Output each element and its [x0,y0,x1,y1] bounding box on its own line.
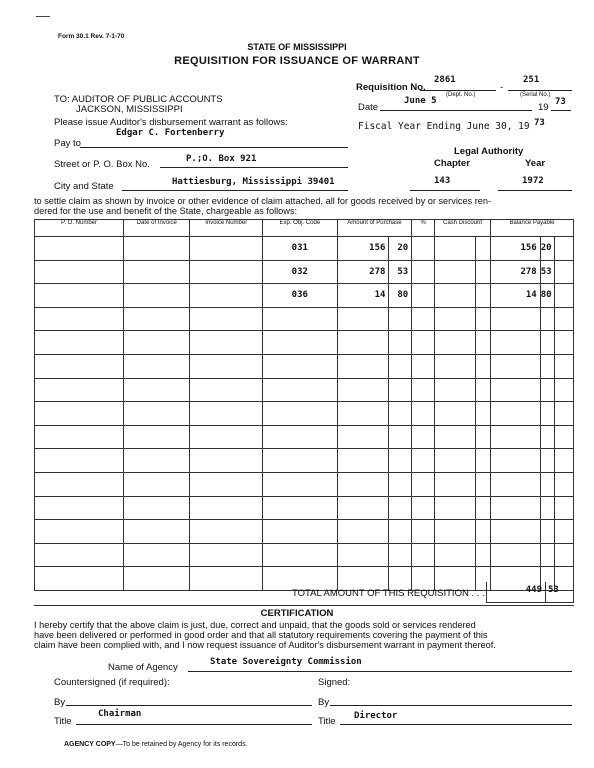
city-label: City and State [54,181,114,192]
discount-dollars-cell[interactable] [435,543,476,567]
balance-extra-cell[interactable] [555,354,574,378]
pct-cell[interactable] [412,354,435,378]
amount-cents-cell[interactable] [389,307,412,331]
balance-extra-cell[interactable] [555,472,574,496]
pct-cell[interactable] [412,378,435,402]
balance-cents-cell[interactable] [540,402,555,426]
certification-line2: have been delivered or performed in good order and that all statutory requirements covering the payment of this [34,630,488,640]
balance-cents-cell[interactable] [540,331,555,355]
balance-extra-cell[interactable] [555,543,574,567]
balance-dollars-cell[interactable] [490,402,540,426]
pct-cell[interactable] [412,307,435,331]
discount-dollars-cell[interactable] [435,567,476,591]
amount-cents-cell[interactable]: 80 [389,284,412,308]
invoice-number-cell[interactable] [190,354,263,378]
amount-dollars-cell[interactable] [337,307,389,331]
po-cell[interactable] [35,354,124,378]
corner-mark [36,16,50,17]
discount-cents-cell[interactable] [476,307,491,331]
date-invoice-cell[interactable] [124,378,190,402]
total-divider [545,582,546,602]
col-cash-discount: Cash Discount [435,220,491,237]
table-row [35,331,574,355]
footer [64,741,248,748]
po-cell[interactable] [35,472,124,496]
title-right-label: Title [318,716,336,727]
balance-cents-cell[interactable]: 20 [540,237,555,261]
balance-cents-cell[interactable] [540,354,555,378]
balance-cents-cell[interactable]: 53 [540,260,555,284]
balance-dollars-cell[interactable] [490,331,540,355]
balance-extra-cell[interactable] [555,260,574,284]
col-invoice-number: Invoice Number [190,220,263,237]
exp-obj-cell[interactable]: 032 [263,260,338,284]
date-invoice-cell[interactable] [124,402,190,426]
countersigned-label: Countersigned (if required): [54,677,170,688]
date-invoice-cell[interactable] [124,520,190,544]
title-right-line [340,724,572,725]
date-invoice-cell[interactable] [124,567,190,591]
date-year-line [551,110,571,111]
po-cell[interactable] [35,449,124,473]
discount-dollars-cell[interactable] [435,260,476,284]
table-header-row [35,220,574,237]
exp-obj-cell[interactable] [263,354,338,378]
po-cell[interactable] [35,402,124,426]
balance-extra-cell[interactable] [555,496,574,520]
discount-cents-cell[interactable] [476,520,491,544]
col-amount: Amount of Purchase [337,220,412,237]
balance-dollars-cell[interactable] [490,449,540,473]
agency-copy-label: AGENCY COPY [64,741,116,748]
discount-cents-cell[interactable] [476,284,491,308]
discount-dollars-cell[interactable] [435,496,476,520]
discount-cents-cell[interactable] [476,237,491,261]
invoice-number-cell[interactable] [190,449,263,473]
amount-dollars-cell[interactable]: 14 [337,284,389,308]
col-po: P. O. Number [35,220,124,237]
balance-dollars-cell[interactable]: 14 [490,284,540,308]
amount-cents-cell[interactable] [389,402,412,426]
date-year-value[interactable]: 73 [555,97,566,107]
balance-cents-cell[interactable] [540,425,555,449]
pct-cell[interactable] [412,260,435,284]
invoice-number-cell[interactable] [190,402,263,426]
exp-obj-cell[interactable] [263,472,338,496]
po-cell[interactable] [35,567,124,591]
dept-no-caption: (Dept. No.) [446,92,476,98]
invoice-number-cell[interactable] [190,543,263,567]
pct-cell[interactable] [412,425,435,449]
serial-no-value[interactable]: 251 [523,75,540,85]
discount-dollars-cell[interactable] [435,378,476,402]
exp-obj-cell[interactable]: 031 [263,237,338,261]
amount-dollars-cell[interactable]: 278 [337,260,389,284]
col-pct: % [412,220,435,237]
balance-extra-cell[interactable] [555,237,574,261]
date-invoice-cell[interactable] [124,472,190,496]
balance-cents-cell[interactable] [540,378,555,402]
street-label: Street or P. O. Box No. [54,159,150,170]
amount-cents-cell[interactable] [389,331,412,355]
discount-cents-cell[interactable] [476,354,491,378]
table-row [35,402,574,426]
col-exp-obj: Exp. Obj. Code [263,220,338,237]
discount-cents-cell[interactable] [476,496,491,520]
balance-cents-cell[interactable] [540,307,555,331]
pay-to-value[interactable]: Edgar C. Fortenberry [116,128,225,138]
exp-obj-cell[interactable] [263,449,338,473]
exp-obj-cell[interactable] [263,496,338,520]
claims-table [34,219,574,591]
amount-cents-cell[interactable] [389,449,412,473]
invoice-number-cell[interactable] [190,260,263,284]
po-cell[interactable] [35,284,124,308]
balance-dollars-cell[interactable] [490,520,540,544]
year-line [498,190,572,191]
invoice-number-cell[interactable] [190,472,263,496]
amount-dollars-cell[interactable] [337,496,389,520]
discount-dollars-cell[interactable] [435,425,476,449]
year-value[interactable]: 1972 [522,176,544,186]
discount-cents-cell[interactable] [476,402,491,426]
date-invoice-cell[interactable] [124,449,190,473]
total-label: TOTAL AMOUNT OF THIS REQUISITION . . . [292,588,485,599]
settle-text-2: dered for the use and benefit of the State, chargeable as follows: [34,206,298,216]
amount-dollars-cell[interactable] [337,354,389,378]
exp-obj-cell[interactable] [263,378,338,402]
date-invoice-cell[interactable] [124,543,190,567]
amount-cents-cell[interactable] [389,472,412,496]
balance-extra-cell[interactable] [555,449,574,473]
amount-cents-cell[interactable] [389,354,412,378]
total-cents: 53 [548,585,559,595]
dept-no-line [420,90,496,91]
balance-cents-cell[interactable]: 80 [540,284,555,308]
req-dash: - [500,82,504,93]
exp-obj-cell[interactable] [263,567,338,591]
by-left-line [66,705,312,706]
discount-dollars-cell[interactable] [435,307,476,331]
discount-cents-cell[interactable] [476,449,491,473]
balance-cents-cell[interactable] [540,496,555,520]
table-row [35,260,574,284]
by-right-line [330,705,572,706]
city-line [122,190,348,191]
amount-cents-cell[interactable]: 20 [389,237,412,261]
pct-cell[interactable] [412,520,435,544]
discount-dollars-cell[interactable] [435,520,476,544]
col-balance: Balance Payable [490,220,573,237]
po-cell[interactable] [35,307,124,331]
certification-title: CERTIFICATION [260,608,334,619]
discount-cents-cell[interactable] [476,331,491,355]
po-cell[interactable] [35,520,124,544]
discount-dollars-cell[interactable] [435,472,476,496]
title-right-value[interactable]: Director [354,711,398,721]
pct-cell[interactable] [412,449,435,473]
street-value[interactable]: P.;O. Box 921 [186,154,257,164]
exp-obj-cell[interactable] [263,307,338,331]
date-invoice-cell[interactable] [124,331,190,355]
discount-dollars-cell[interactable] [435,237,476,261]
agency-line [188,671,572,672]
date-invoice-cell[interactable] [124,496,190,520]
amount-cents-cell[interactable]: 53 [389,260,412,284]
discount-dollars-cell[interactable] [435,284,476,308]
exp-obj-cell[interactable] [263,425,338,449]
date-value[interactable]: June 5 [404,96,437,106]
balance-dollars-cell[interactable] [490,496,540,520]
table-row [35,449,574,473]
col-date-invoice: Date of Invoice [124,220,190,237]
settle-text-1: to settle claim as shown by invoice or other evidence of claim attached, all for goods received by or services ren- [34,196,492,206]
po-cell[interactable] [35,260,124,284]
balance-dollars-cell[interactable] [490,307,540,331]
balance-extra-cell[interactable] [555,520,574,544]
balance-cents-cell[interactable] [540,449,555,473]
certification-line3: claim have been complied with, and I now request issuance of Auditor's disbursement warrant in payment thereof. [34,640,496,650]
exp-obj-cell[interactable] [263,543,338,567]
po-cell[interactable] [35,543,124,567]
amount-dollars-cell[interactable] [337,472,389,496]
amount-cents-cell[interactable] [389,543,412,567]
discount-cents-cell[interactable] [476,260,491,284]
table-row [35,378,574,402]
section-divider [34,605,574,606]
date-label: Date [358,102,379,113]
invoice-number-cell[interactable] [190,378,263,402]
certification-line1: I hereby certify that the above claim is just, due, correct and unpaid, that the goods sold or services rendered [34,620,476,630]
year-label: Year [525,158,546,169]
pay-to-label: Pay to [54,138,81,149]
discount-dollars-cell[interactable] [435,449,476,473]
pct-cell[interactable] [412,284,435,308]
amount-cents-cell[interactable] [389,520,412,544]
fiscal-year-value[interactable]: 73 [534,118,545,128]
date-invoice-cell[interactable] [124,425,190,449]
invoice-number-cell[interactable] [190,520,263,544]
amount-dollars-cell[interactable] [337,449,389,473]
legal-authority-title: Legal Authority [454,146,524,157]
amount-cents-cell[interactable] [389,378,412,402]
by-right-label: By [318,697,330,708]
serial-no-line [508,90,572,91]
balance-extra-cell[interactable] [555,284,574,308]
po-cell[interactable] [35,496,124,520]
pct-cell[interactable] [412,543,435,567]
balance-extra-cell[interactable] [555,378,574,402]
pct-cell[interactable] [412,331,435,355]
balance-extra-cell[interactable] [555,402,574,426]
amount-dollars-cell[interactable] [337,331,389,355]
pct-cell[interactable] [412,567,435,591]
balance-dollars-cell[interactable] [490,543,540,567]
dept-no-value[interactable]: 2861 [434,75,456,85]
amount-cents-cell[interactable] [389,425,412,449]
title-left-value[interactable]: Chairman [98,709,142,719]
exp-obj-cell[interactable] [263,402,338,426]
amount-dollars-cell[interactable] [337,378,389,402]
total-dollars: 449 [525,585,542,595]
pct-cell[interactable] [412,402,435,426]
title-left-line [76,724,312,725]
date-line [380,110,532,111]
po-cell[interactable] [35,425,124,449]
amount-dollars-cell[interactable] [337,520,389,544]
invoice-number-cell[interactable] [190,237,263,261]
state-heading: STATE OF MISSISSIPPI [247,42,347,52]
table-row [35,307,574,331]
table-row [35,237,574,261]
discount-cents-cell[interactable] [476,378,491,402]
date-invoice-cell[interactable] [124,284,190,308]
amount-dollars-cell[interactable] [337,543,389,567]
amount-cents-cell[interactable] [389,567,412,591]
po-cell[interactable] [35,237,124,261]
balance-dollars-cell[interactable] [490,472,540,496]
amount-dollars-cell[interactable]: 156 [337,237,389,261]
date-invoice-cell[interactable] [124,260,190,284]
invoice-number-cell[interactable] [190,331,263,355]
amount-cents-cell[interactable] [389,496,412,520]
addressee-line1: TO: AUDITOR OF PUBLIC ACCOUNTS [54,94,223,105]
discount-cents-cell[interactable] [476,543,491,567]
invoice-number-cell[interactable] [190,567,263,591]
balance-cents-cell[interactable] [540,520,555,544]
title-left-label: Title [54,716,72,727]
date-invoice-cell[interactable] [124,307,190,331]
pct-cell[interactable] [412,237,435,261]
serial-no-caption: (Serial No.) [520,92,551,98]
fiscal-label: Fiscal Year Ending June 30, 19 [358,121,530,132]
balance-dollars-cell[interactable] [490,378,540,402]
addressee-line2: JACKSON, MISSISSIPPI [76,104,183,115]
chapter-label: Chapter [434,158,470,169]
chapter-line [410,190,480,191]
agency-value[interactable]: State Sovereignty Commission [210,657,362,667]
invoice-number-cell[interactable] [190,496,263,520]
table-row [35,496,574,520]
date-invoice-cell[interactable] [124,354,190,378]
discount-dollars-cell[interactable] [435,354,476,378]
table-row [35,543,574,567]
amount-dollars-cell[interactable] [337,567,389,591]
amount-dollars-cell[interactable] [337,402,389,426]
balance-extra-cell[interactable] [555,425,574,449]
agency-copy-note: —To be retained by Agency for its records. [115,741,248,748]
exp-obj-cell[interactable] [263,331,338,355]
po-cell[interactable] [35,378,124,402]
exp-obj-cell[interactable]: 036 [263,284,338,308]
balance-cents-cell[interactable] [540,543,555,567]
table-row [35,284,574,308]
balance-dollars-cell[interactable] [490,354,540,378]
balance-dollars-cell[interactable]: 156 [490,237,540,261]
invoice-number-cell[interactable] [190,284,263,308]
signed-label: Signed: [318,677,351,688]
date-invoice-cell[interactable] [124,237,190,261]
table-row [35,520,574,544]
table-row [35,472,574,496]
table-row [35,425,574,449]
discount-cents-cell[interactable] [476,472,491,496]
pct-cell[interactable] [412,472,435,496]
instruction-text: Please issue Auditor's disbursement warrant as follows: [54,117,288,128]
amount-dollars-cell[interactable] [337,425,389,449]
form-id: Form 30.1 Rev. 7-1-70 [58,33,125,40]
balance-cents-cell[interactable] [540,472,555,496]
street-line [160,167,348,168]
pct-cell[interactable] [412,496,435,520]
po-cell[interactable] [35,331,124,355]
invoice-number-cell[interactable] [190,307,263,331]
balance-dollars-cell[interactable] [490,425,540,449]
discount-cents-cell[interactable] [476,425,491,449]
exp-obj-cell[interactable] [263,520,338,544]
pay-to-line [80,147,348,148]
form-title: REQUISITION FOR ISSUANCE OF WARRANT [174,55,420,67]
balance-dollars-cell[interactable]: 278 [490,260,540,284]
discount-dollars-cell[interactable] [435,331,476,355]
agency-label: Name of Agency [108,662,178,673]
date-year-prefix: 19 [538,102,549,113]
requisition-label: Requisition No. [356,82,426,93]
balance-extra-cell[interactable] [555,307,574,331]
chapter-value[interactable]: 143 [434,176,451,186]
table-row [35,354,574,378]
city-value[interactable]: Hattiesburg, Mississippi 39401 [172,177,335,187]
balance-extra-cell[interactable] [555,331,574,355]
discount-dollars-cell[interactable] [435,402,476,426]
by-left-label: By [54,697,66,708]
invoice-number-cell[interactable] [190,425,263,449]
